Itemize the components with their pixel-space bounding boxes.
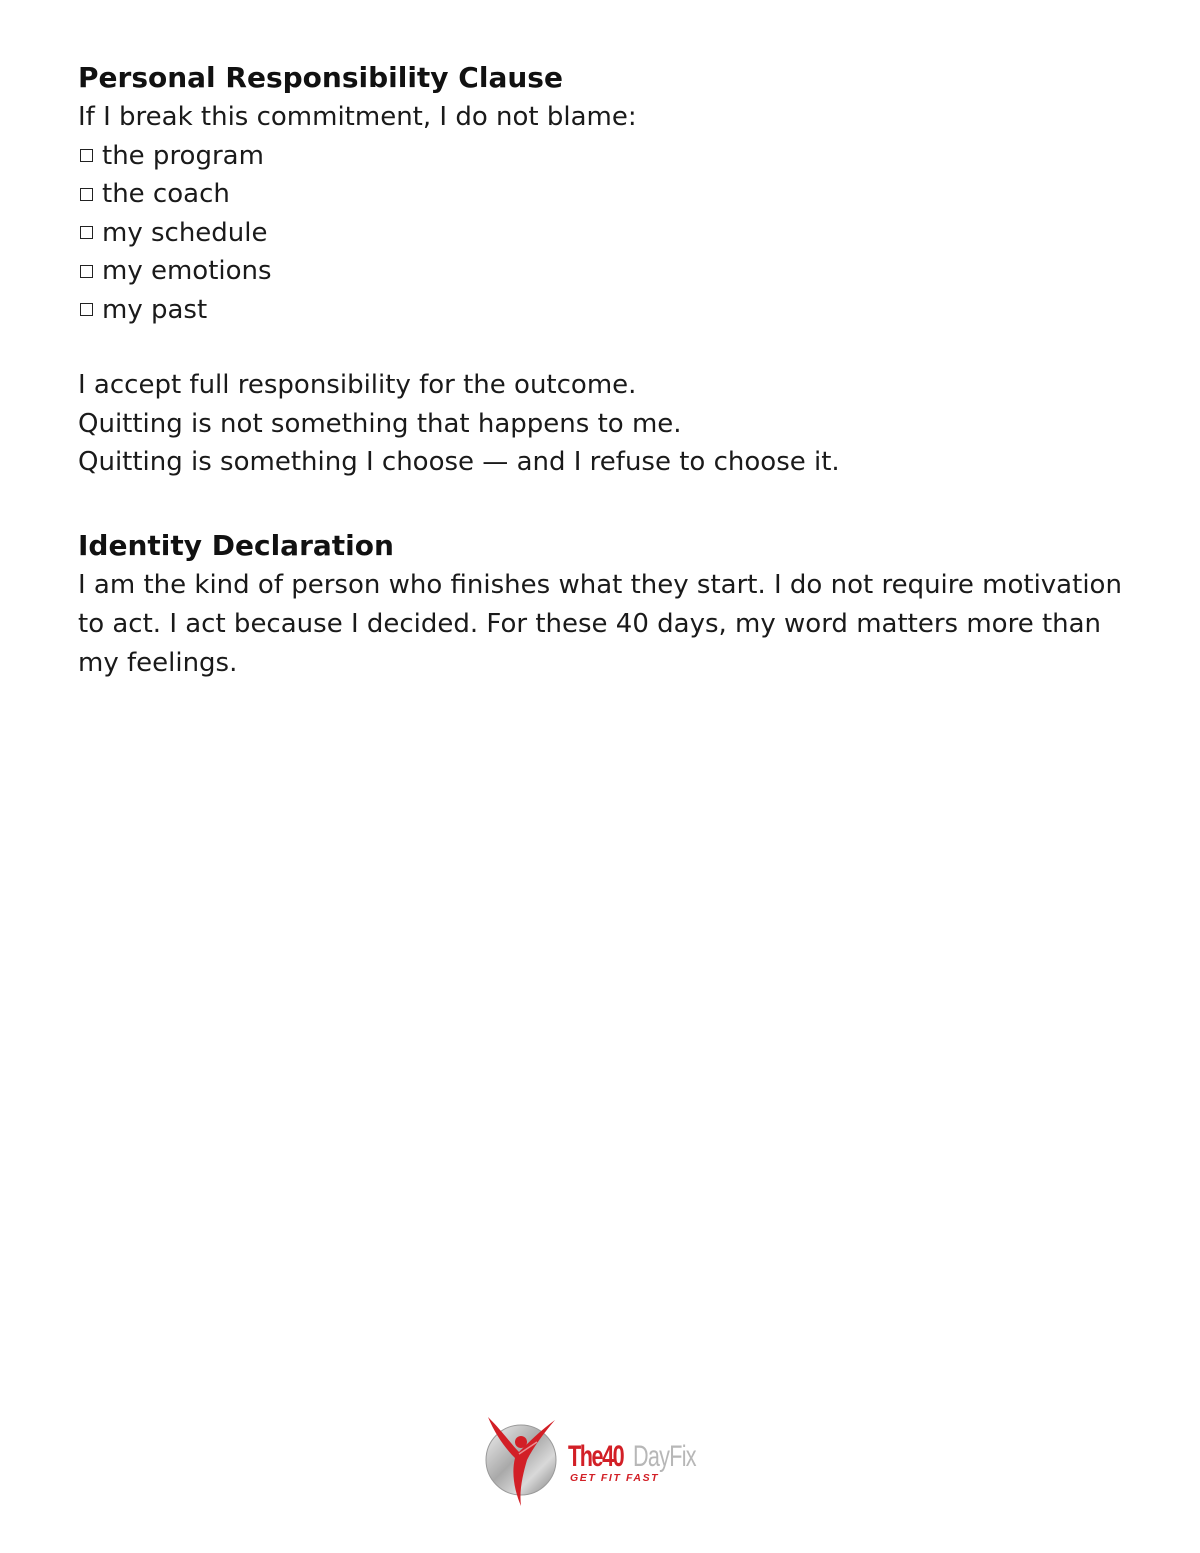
brand-wordmark-dayfix: DayFix [633,1440,696,1473]
runner-figure-icon [483,1412,563,1508]
checklist-item-label: my past [102,294,208,325]
responsibility-intro: If I break this commitment, I do not blame: [78,102,637,132]
brand-tagline: GET FIT FAST [570,1472,660,1484]
checklist-item[interactable] [78,291,1138,330]
document-page [78,58,1138,683]
section-heading-identity: Identity Declaration [78,528,394,562]
checkbox[interactable] [80,303,93,316]
responsibility-statement: Quitting is something I choose — and I refuse to choose it. [78,447,840,477]
checkbox[interactable] [80,226,93,239]
checklist-item[interactable] [78,137,1138,176]
checklist-item-label: the program [102,140,264,171]
checklist-item[interactable] [78,175,1138,214]
checklist-item[interactable] [78,252,1138,291]
identity-paragraph: I am the kind of person who finishes what they start. I do not require motivation to act. I act because I decided. For these 40 days, my word matters more than my feelings. [78,569,1122,678]
checkbox[interactable] [80,188,93,201]
responsibility-statement: Quitting is not something that happens to me. [78,408,682,439]
responsibility-statement: I accept full responsibility for the outcome. [78,370,637,400]
section-heading-responsibility: Personal Responsibility Clause [78,61,563,94]
brand-wordmark-the40: The40 [568,1440,624,1473]
brand-logo [483,1412,723,1508]
checkbox[interactable] [80,265,93,278]
brand-wordmark [568,1440,696,1474]
checklist-item-label: my emotions [102,256,272,286]
checklist-item-label: the coach [102,179,230,209]
checklist-item-label: my schedule [102,217,268,248]
checklist-item[interactable] [78,214,1138,253]
checkbox[interactable] [80,149,93,162]
blame-checklist [78,137,1138,330]
